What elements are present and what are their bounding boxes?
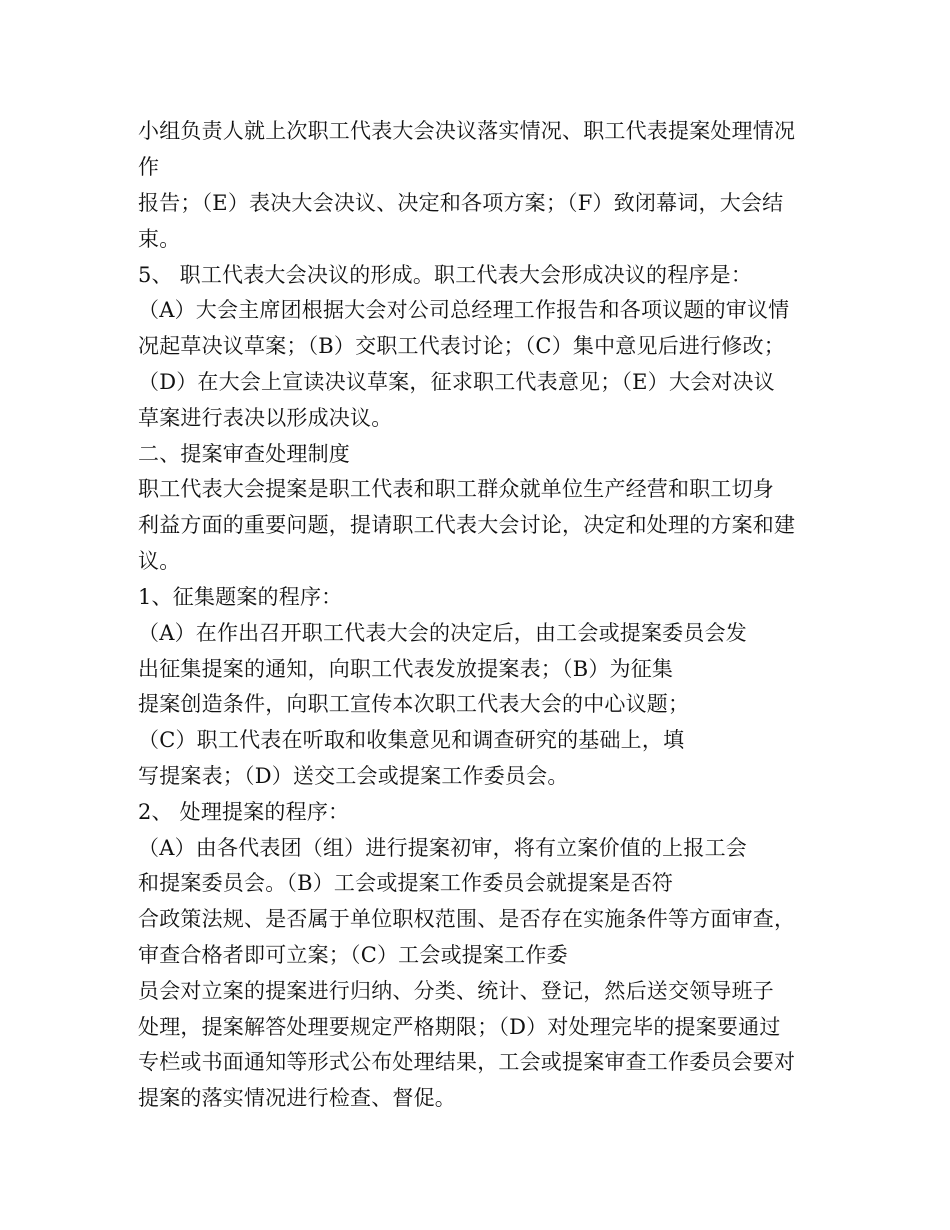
text-line: 作 xyxy=(138,155,160,179)
text-line: 2、 处理提案的程序： xyxy=(138,800,350,824)
text-line: （A）在作出召开职工代表大会的决定后，由工会或提案委员会发 xyxy=(138,621,747,645)
text-line: 小组负责人就上次职工代表大会决议落实情况、职工代表提案处理情况 xyxy=(138,119,796,143)
text-line: 5、 职工代表大会决议的形成。职工代表大会形成决议的程序是： xyxy=(138,263,753,287)
text-line: 1、征集题案的程序： xyxy=(138,585,343,609)
text-line: 审查合格者即可立案；（C）工会或提案工作委 xyxy=(138,943,568,967)
section-heading: 二、提案审查处理制度 xyxy=(138,442,350,466)
text-line: 出征集提案的通知，向职工代表发放提案表；（B）为征集 xyxy=(138,657,674,681)
text-line: （C）职工代表在听取和收集意见和调查研究的基础上，填 xyxy=(138,728,685,752)
text-line: 议。 xyxy=(138,549,181,573)
text-line: 报告；（E）表决大会决议、决定和各项方案；（F）致闭幕词，大会结 xyxy=(138,191,784,215)
text-line: （D）在大会上宣读决议草案，征求职工代表意见；（E）大会对决议 xyxy=(138,370,775,394)
text-line: 职工代表大会提案是职工代表和职工群众就单位生产经营和职工切身 xyxy=(138,477,774,501)
text-line: 况起草决议草案；（B）交职工代表讨论；（C）集中意见后进行修改； xyxy=(138,334,785,358)
text-line: 合政策法规、是否属于单位职权范围、是否存在实施条件等方面审查， xyxy=(138,907,796,931)
text-line: （A）大会主席团根据大会对公司总经理工作报告和各项议题的审议情 xyxy=(138,298,790,322)
text-line: 束。 xyxy=(138,227,181,251)
text-line: 草案进行表决以形成决议。 xyxy=(138,406,393,430)
text-line: 和提案委员会。（B）工会或提案工作委员会就提案是否符 xyxy=(138,871,674,895)
text-line: （A）由各代表团（组）进行提案初审，将有立案价值的上报工会 xyxy=(138,836,747,860)
text-line: 处理，提案解答处理要规定严格期限；（D）对处理完毕的提案要通过 xyxy=(138,1015,781,1039)
text-line: 写提案表；（D）送交工会或提案工作委员会。 xyxy=(138,764,569,788)
text-line: 利益方面的重要问题，提请职工代表大会讨论，决定和处理的方案和建 xyxy=(138,513,796,537)
text-line: 提案的落实情况进行检查、督促。 xyxy=(138,1086,456,1110)
text-line: 提案创造条件，向职工宣传本次职工代表大会的中心议题； xyxy=(138,692,690,716)
text-line: 员会对立案的提案进行归纳、分类、统计、登记，然后送交领导班子 xyxy=(138,979,774,1003)
text-line: 专栏或书面通知等形式公布处理结果，工会或提案审查工作委员会要对 xyxy=(138,1050,796,1074)
